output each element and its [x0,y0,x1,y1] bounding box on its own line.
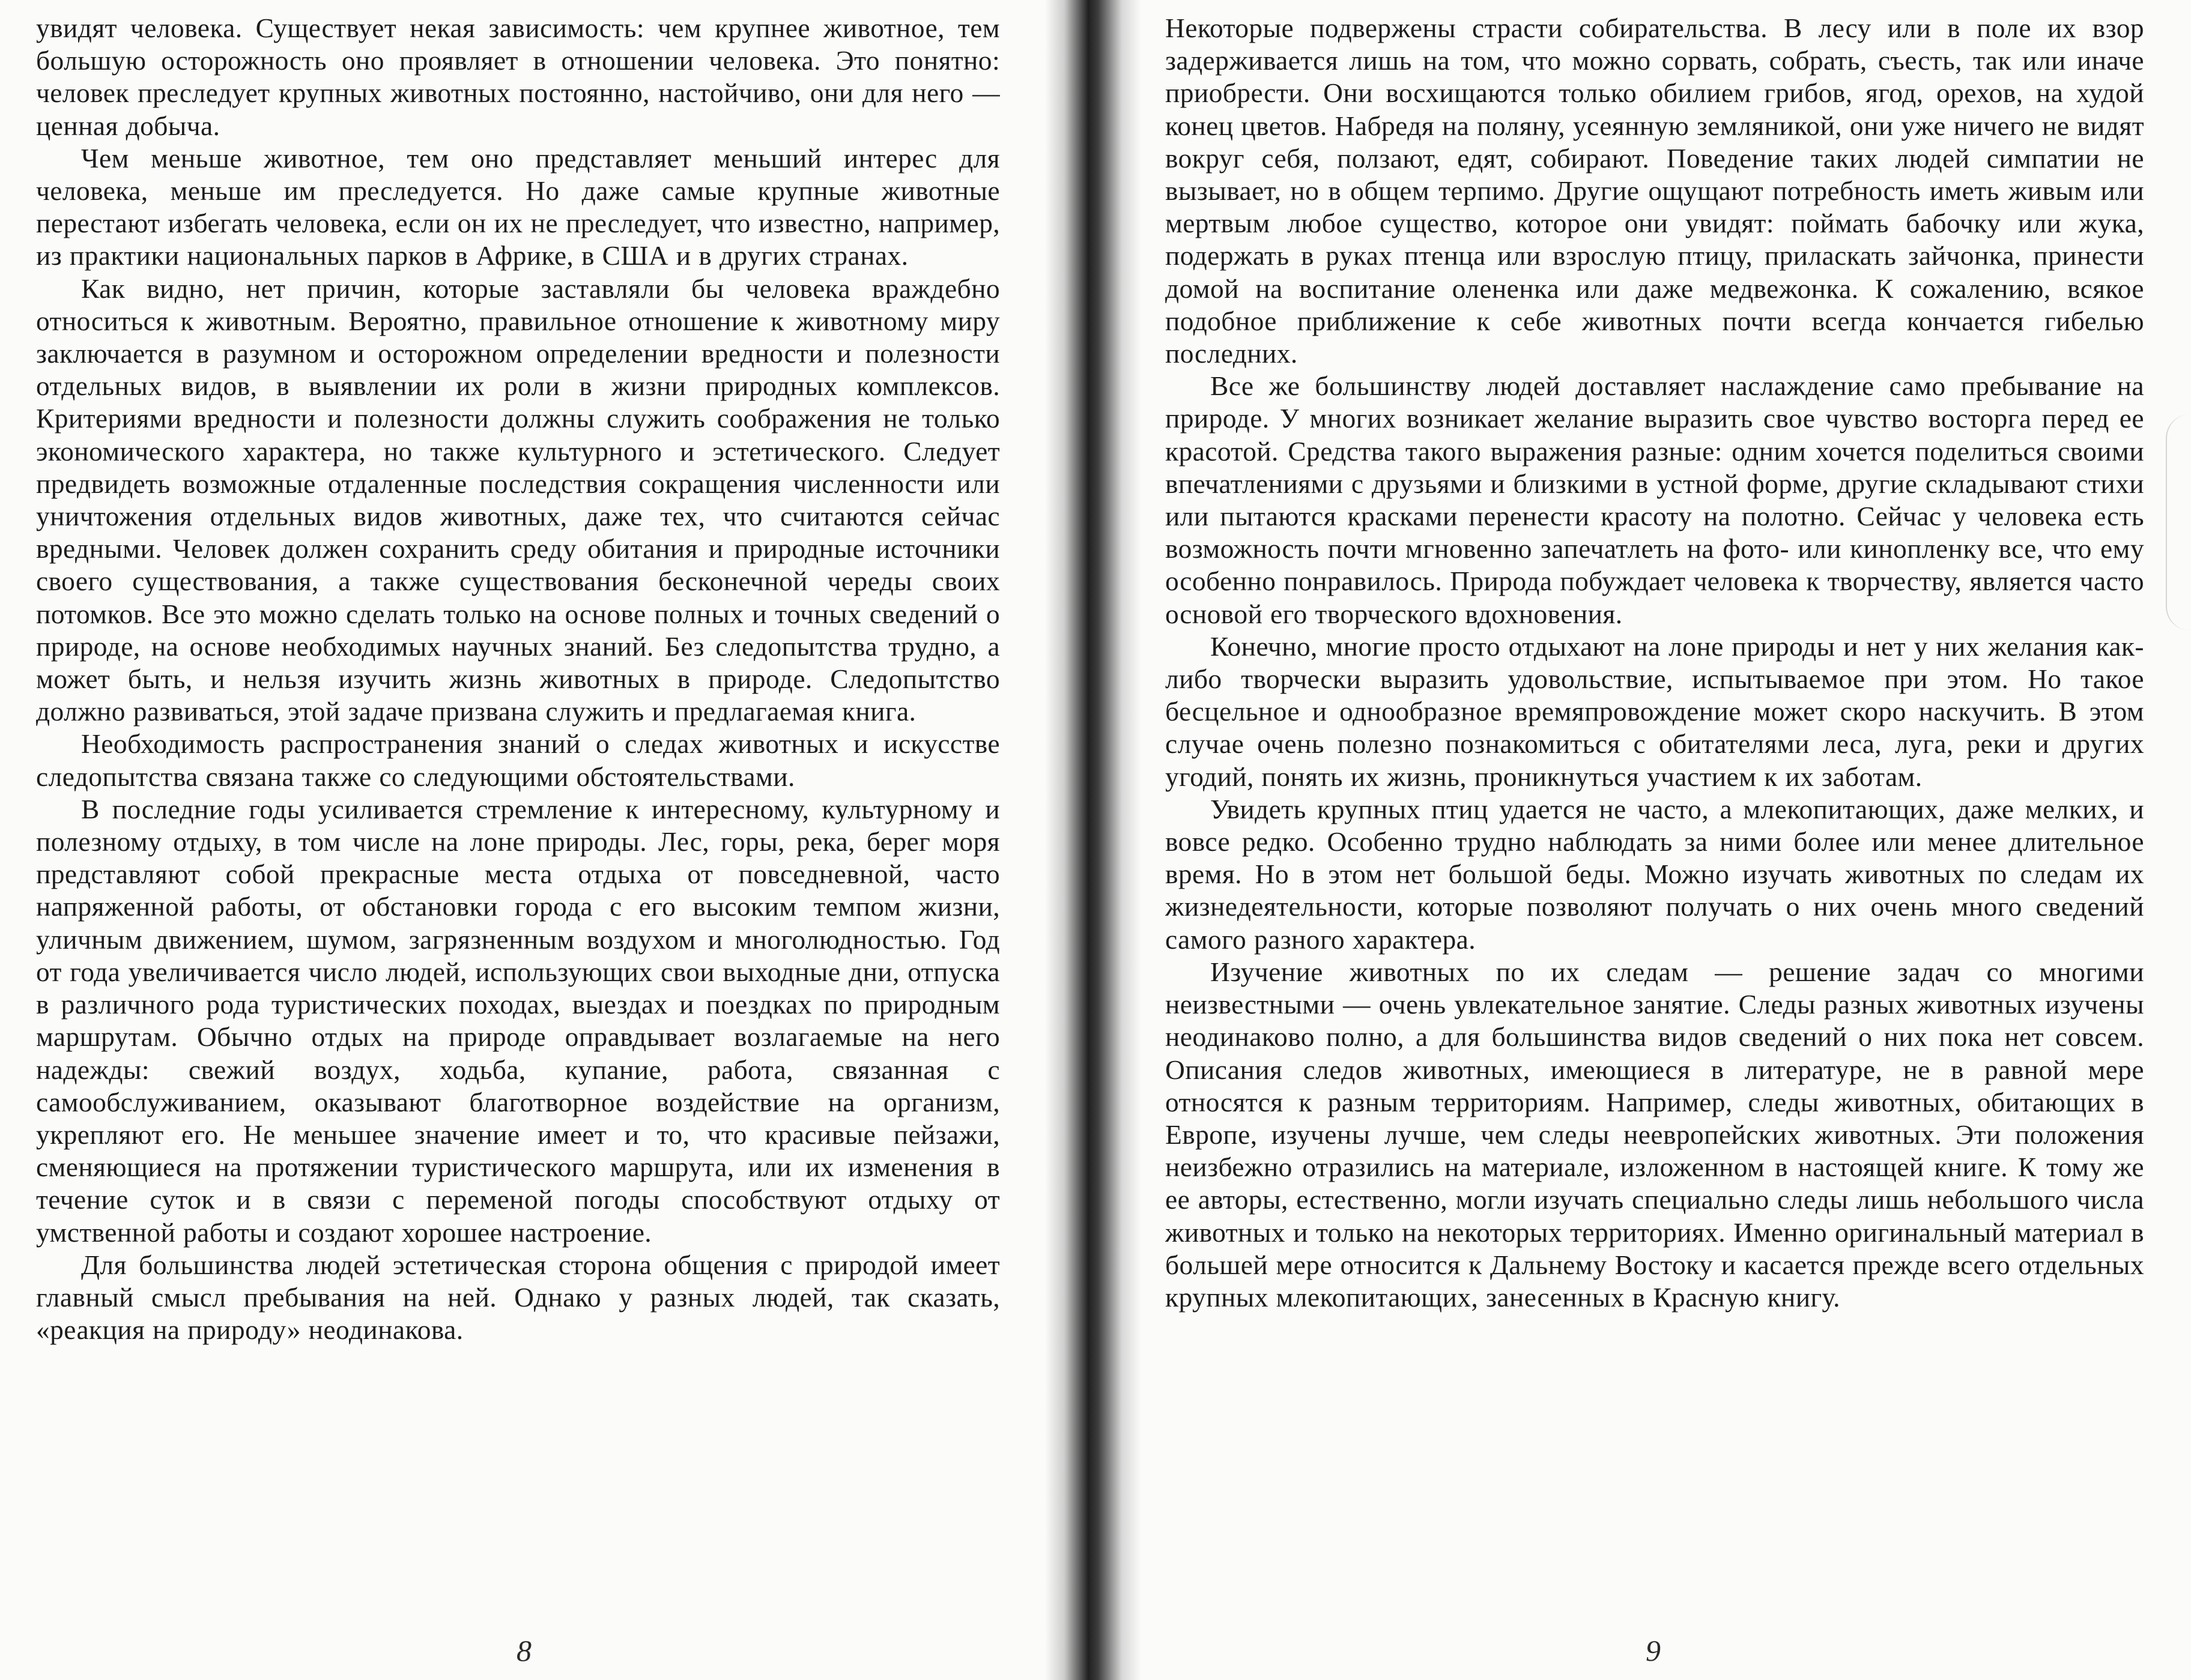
paragraph: увидят человека. Существует некая зависимость: чем крупнее животное, тем большую осторожность оно проявляет в отношении человека. Это понятно: человек преследует крупных животных постоянно, настойчиво, они для него — ценная добыча. [36,13,1000,141]
paragraph: Для большинства людей эстетическая сторона общения с природой имеет главный смысл пребывания на ней. Однако у разных людей, так сказать, «реакция на природу» неодинакова. [36,1249,1000,1346]
paragraph: Конечно, многие просто отдыхают на лоне природы и нет у них желания как-либо творчески выразить удовольствие, испытываемое при этом. Но такое бесцельное и однообразное времяпровождение может скоро наскучить. В этом случае очень полезно познакомиться с обитателями леса, луга, реки и других угодий, понять их жизнь, проникнуться участием к их заботам. [1165,630,2144,792]
paragraph: Изучение животных по их следам — решение задач со многими неизвестными — очень увлекательное занятие. Следы разных животных изучены неодинаково полно, а для большинства видов сведений о них пока нет совсем. Описания следов животных, имеющиеся в литературе, не в равной мере относятся к разным территориям. Например, следы животных, обитающих в Европе, изучены лучше, чем следы неевропейских животных. Эти положения неизбежно отразились на материале, изложенном в настоящей книге. К тому же ее авторы, естественно, могли изучать специально следы лишь небольшого числа животных и только на некоторых территориях. Именно оригинальный материал в большей мере относится к Дальнему Востоку и касается прежде всего отдельных крупных млекопитающих, занесенных в Красную книгу. [1165,956,2144,1313]
paragraph: Некоторые подвержены страсти собирательства. В лесу или в поле их взор задерживается лишь на том, что можно сорвать, собрать, съесть, так или иначе приобрести. Они восхищаются только обилием грибов, ягод, орехов, на худой конец цветов. Набредя на поляну, усеянную земляникой, они уже ничего не видят вокруг себя, ползают, едят, собирают. Поведение таких людей симпатии не вызывает, но в общем терпимо. Другие ощущают потребность иметь живым или мертвым любое существо, которое они увидят: поймать бабочку или жука, подержать в руках птенца или взрослую птицу, приласкать зайчонка, принести домой на воспитание олененка или даже медвежонка. К сожалению, всякое подобное приближение к себе животных почти всегда кончается гибелью последних. [1165,13,2144,369]
paragraph: В последние годы усиливается стремление к интересному, культурному и полезному отдыху, в том числе на лоне природы. Лес, горы, река, берег моря представляют собой прекрасные места отдыха от повседневной, часто напряженной работы, от обстановки города с его высоким темпом жизни, уличным движением, шумом, загрязненным воздухом и многолюдностью. Год от года увеличивается число людей, использующих свои выходные дни, отпуска в различного рода туристических походах, выездах и поездках по природным маршрутам. Обычно отдых на природе оправдывает возлагаемые на него надежды: свежий воздух, ходьба, купание, работа, связанная с самообслуживанием, оказывают благотворное воздействие на организм, укрепляют его. Не меньшее значение имеет и то, что красивые пейзажи, сменяющиеся на протяжении туристического маршрута, или их изменения в течение суток и в связи с переменой погоды способствуют отдыху от умственной работы и создают хорошее настроение. [36,793,1000,1248]
paragraph: Чем меньше животное, тем оно представляет меньший интерес для человека, меньше им преследуется. Но даже самые крупные животные перестают избегать человека, если он их не преследует, что известно, например, из практики национальных парков в Африке, в США и в других странах. [36,142,1000,271]
right-page [1165,12,2144,1657]
page-edge-mark [2166,414,2191,630]
book-gutter [1045,0,1141,1680]
paragraph: Увидеть крупных птиц удается не часто, а млекопитающих, даже мелких, и вовсе редко. Особенно трудно наблюдать за ними более или менее длительное время. Но в этом нет большой беды. Можно изучать животных по следам их жизнедеятельности, которые позволяют получать о них очень много сведений самого разного характера. [1165,793,2144,955]
page-number-left: 8 [517,1634,532,1667]
left-page [36,12,1000,1657]
page-number-right: 9 [1646,1634,1661,1667]
paragraph: Как видно, нет причин, которые заставляли бы человека враждебно относиться к животным. Вероятно, правильное отношение к животному миру заключается в разумном и осторожном определении вредности и полезности отдельных видов, в выявлении их роли в жизни природных комплексов. Критериями вредности и полезности должны служить соображения не только экономического характера, но также культурного и эстетического. Следует предвидеть возможные отдаленные последствия сокращения численности или уничтожения отдельных видов животных, даже тех, что считаются сейчас вредными. Человек должен сохранить среду обитания и природные источники своего существования, а также существования бесконечной череды своих потомков. Все это можно сделать только на основе полных и точных сведений о природе, на основе необходимых научных знаний. Без следопытства трудно, а может быть, и нельзя изучить жизнь животных в природе. Следопытство должно развиваться, этой задаче призвана служить и предлагаемая книга. [36,273,1000,727]
paragraph: Все же большинству людей доставляет наслаждение само пребывание на природе. У многих возникает желание выразить свое чувство восторга перед ее красотой. Средства такого выражения разные: одним хочется поделиться своими впечатлениями с друзьями и близкими в устной форме, другие складывают стихи или пытаются красками перенести красоту на полотно. Сейчас у человека есть возможность почти мгновенно запечатлеть на фото- или кинопленку все, что ему особенно понравилось. Природа побуждает человека к творчеству, является часто основой его творческого вдохновения. [1165,370,2144,629]
paragraph: Необходимость распространения знаний о следах животных и искусстве следопытства связана также со следующими обстоятельствами. [36,728,1000,792]
